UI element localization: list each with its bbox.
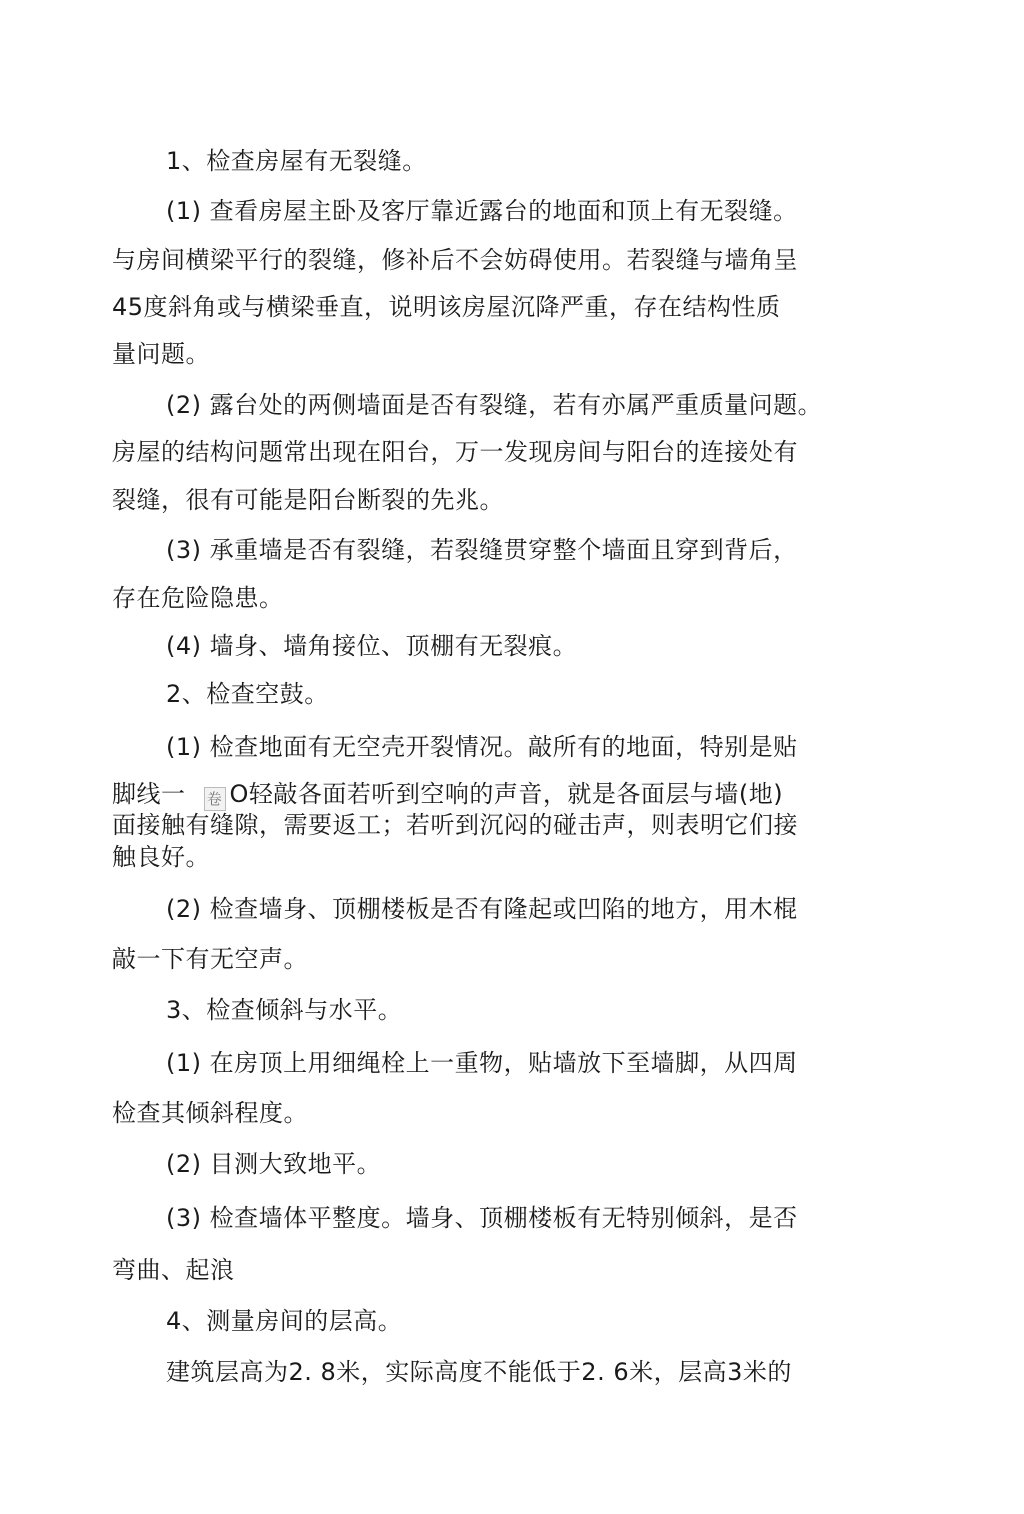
heading-check-tilt: 3、检查倾斜与水平。	[166, 996, 403, 1024]
paragraph-line: (3) 承重墙是否有裂缝，若裂缝贯穿整个墙面且穿到背后，	[166, 536, 798, 564]
paragraph-line: 弯曲、起浪	[112, 1256, 235, 1284]
paragraph-line: (2) 露台处的两侧墙面是否有裂缝，若有亦属严重质量问题。	[166, 391, 823, 419]
heading-measure-height: 4、测量房间的层高。	[166, 1307, 403, 1335]
paragraph-line: 面接触有缝隙，需要返工；若听到沉闷的碰击声，则表明它们接	[112, 811, 798, 839]
heading-check-hollow: 2、检查空鼓。	[166, 680, 329, 708]
paragraph-line: (3) 检查墙体平整度。墙身、顶棚楼板有无特别倾斜，是否	[166, 1204, 798, 1232]
paragraph-line: 与房间横梁平行的裂缝，修补后不会妨碍使用。若裂缝与墙角呈	[112, 246, 798, 274]
paragraph-line: 45度斜角或与横梁垂直，说明该房屋沉降严重，存在结构性质	[112, 293, 781, 321]
embedded-image-icon: 卷	[204, 787, 226, 811]
paragraph-line: 触良好。	[112, 843, 210, 871]
paragraph-line: (1) 在房顶上用细绳栓上一重物，贴墙放下至墙脚，从四周	[166, 1049, 798, 1077]
paragraph-line: 敲一下有无空声。	[112, 945, 308, 973]
paragraph-line: (2) 目测大致地平。	[166, 1150, 382, 1178]
paragraph-line: 裂缝，很有可能是阳台断裂的先兆。	[112, 486, 504, 514]
paragraph-line: 检查其倾斜程度。	[112, 1099, 308, 1127]
paragraph-line: 建筑层高为2. 8米，实际高度不能低于2. 6米，层高3米的	[166, 1358, 792, 1386]
text-segment: 脚线一	[112, 780, 186, 808]
heading-check-cracks: 1、检查房屋有无裂缝。	[166, 147, 427, 175]
paragraph-line: (1) 检查地面有无空壳开裂情况。敲所有的地面，特别是贴	[166, 733, 798, 761]
paragraph-line: (4) 墙身、墙角接位、顶棚有无裂痕。	[166, 632, 578, 660]
paragraph-line: 量问题。	[112, 340, 210, 368]
paragraph-line: (1) 查看房屋主卧及客厅靠近露台的地面和顶上有无裂缝。	[166, 197, 798, 225]
text-segment: O轻敲各面若听到空响的声音，就是各面层与墙(地)	[229, 780, 784, 808]
paragraph-line: 房屋的结构问题常出现在阳台，万一发现房间与阳台的连接处有	[112, 438, 798, 466]
paragraph-line: 存在危险隐患。	[112, 584, 284, 612]
paragraph-line: (2) 检查墙身、顶棚楼板是否有隆起或凹陷的地方，用木棍	[166, 895, 798, 923]
paragraph-line	[112, 779, 783, 811]
